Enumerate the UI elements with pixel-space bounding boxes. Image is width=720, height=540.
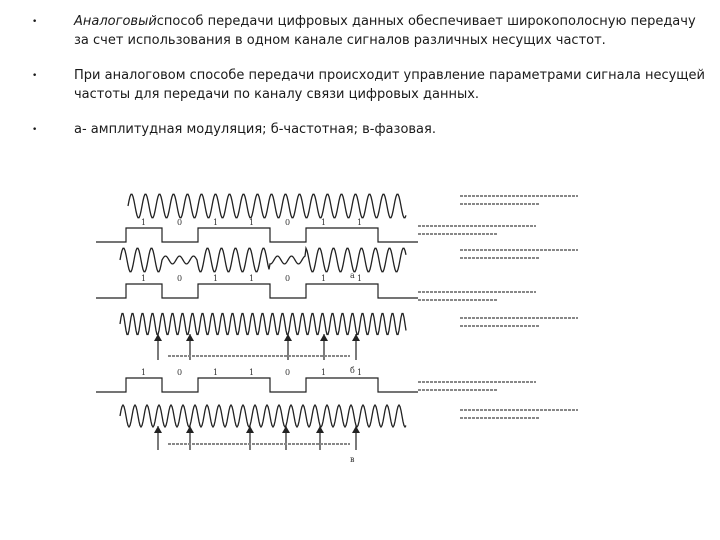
bit-label: 1: [249, 368, 255, 377]
sync-arrowhead: [154, 334, 162, 341]
bullet-marker: •: [32, 71, 38, 81]
bit-label: 1: [321, 368, 327, 377]
bullet-item: [28, 66, 708, 104]
bullet-text: При аналоговом способе передачи происходит управление параметрами сигнала несущей частоты для передачи по каналу связи цифровых данных.: [74, 68, 706, 102]
bullet-item: [28, 120, 708, 139]
bit-label: 1: [141, 218, 147, 227]
bit-label: 1: [357, 274, 363, 283]
bullet-emphasis: Аналоговый: [74, 14, 157, 29]
bullet-text: а- амплитудная модуляция; б-частотная; в-фазовая.: [74, 122, 436, 137]
digital-signal: [96, 284, 418, 298]
bit-label: 1: [141, 368, 147, 377]
sync-arrowhead: [352, 334, 360, 341]
panel-letter: б: [350, 366, 355, 375]
bit-label: 1: [249, 218, 255, 227]
bit-label: 1: [357, 368, 363, 377]
bit-label: 0: [285, 274, 291, 283]
bit-label: 1: [213, 218, 219, 227]
panel-letter: в: [350, 455, 355, 464]
carrier-wave: [128, 194, 406, 217]
bit-label: 1: [141, 274, 147, 283]
bullet-marker: •: [32, 17, 38, 27]
sync-arrowhead: [352, 426, 360, 433]
bit-label: 0: [285, 368, 291, 377]
bullet-item: [28, 12, 708, 50]
digital-signal: [96, 228, 418, 242]
bit-label: 1: [249, 274, 255, 283]
bit-label: 0: [177, 218, 183, 227]
sync-arrowhead: [154, 426, 162, 433]
bit-label: 1: [357, 218, 363, 227]
bullet-marker: •: [32, 125, 38, 135]
am-wave: [120, 248, 406, 271]
sync-arrowhead: [316, 426, 324, 433]
sync-arrowhead: [282, 426, 290, 433]
bit-label: 0: [177, 274, 183, 283]
sync-arrowhead: [284, 334, 292, 341]
bit-label: 0: [285, 218, 291, 227]
bullet-text: способ передачи цифровых данных обеспечивает широкополосную передачу за счет использования в одном канале сигналов различных несущих частот.: [74, 14, 696, 48]
bit-label: 1: [321, 218, 327, 227]
sync-arrowhead: [186, 426, 194, 433]
modulation-diagram: [88, 178, 628, 478]
bit-label: 1: [321, 274, 327, 283]
bullet-list: [28, 12, 708, 155]
fm-wave: [120, 314, 406, 335]
bit-label: 1: [213, 368, 219, 377]
panel-letter: а: [350, 271, 355, 280]
sync-arrowhead: [246, 426, 254, 433]
bit-label: 0: [177, 368, 183, 377]
bit-label: 1: [213, 274, 219, 283]
digital-signal: [96, 378, 418, 392]
pm-wave: [120, 405, 406, 427]
